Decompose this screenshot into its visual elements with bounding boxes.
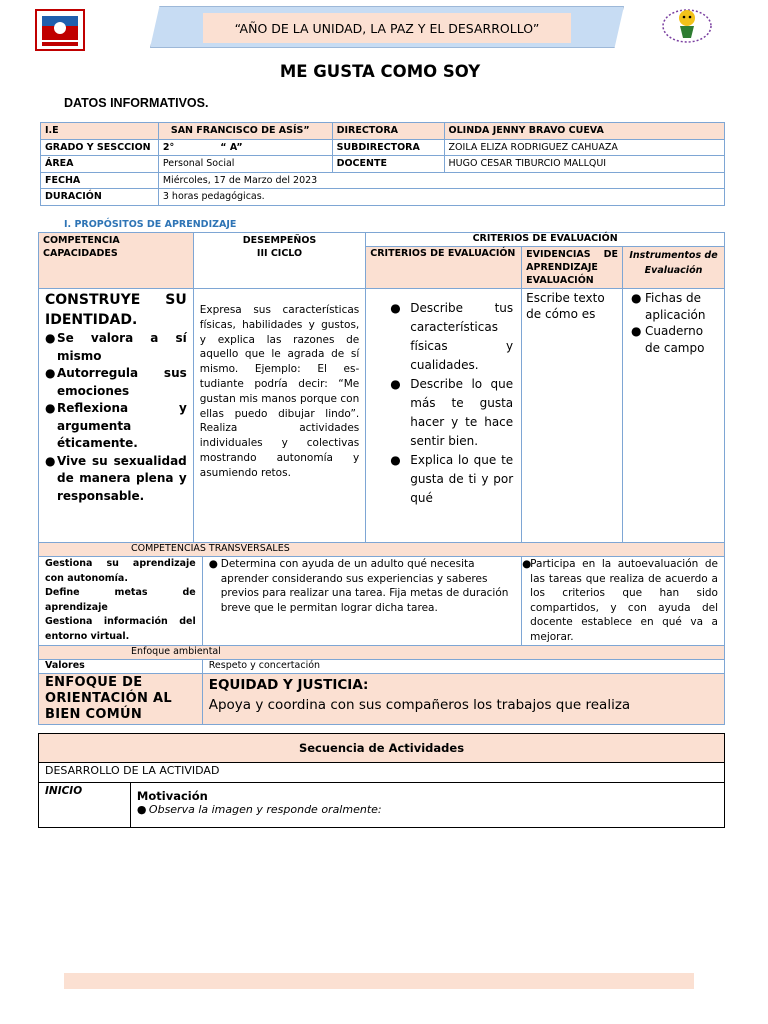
- equidad-cell: [202, 674, 724, 725]
- institution-logo-icon: [660, 4, 714, 46]
- motivacion-label: Motivación: [136, 789, 208, 803]
- enfoque-ambiental-row: [39, 646, 725, 660]
- transversal-item: Gestiona información del entorno virtual.: [45, 616, 196, 642]
- desarrollo-row: [39, 763, 725, 783]
- criterios-top-header: CRITERIOS DE EVALUACIÓN: [366, 233, 725, 247]
- prop-header-top: [39, 233, 725, 247]
- transversales-row: [39, 557, 725, 646]
- ie-value: SAN FRANCISCO DE ASÍS”: [158, 123, 332, 140]
- transversal-desempeno: ● Determina con ayuda de un adulto qué necesita aprender considerando sus experiencias y saberes previos para realizar una tarea. Fija metas de duración breve que le permitan lograr dicha tarea.: [209, 557, 515, 615]
- evidencias-header: EVIDENCIAS DE APRENDIZAJE EVALUACIÓN: [522, 247, 623, 289]
- datos-informativos-heading: DATOS INFORMATIVOS.: [64, 96, 209, 110]
- inicio-content: [130, 783, 724, 828]
- prop-content-row: [39, 289, 725, 543]
- docente-label: DOCENTE: [332, 156, 444, 173]
- transversal-item: Gestiona su aprendizaje con autonomía.: [45, 558, 196, 584]
- transversal-item: Define metas de aprendizaje: [45, 587, 196, 613]
- competencia-cell: [39, 289, 194, 543]
- fecha-label: FECHA: [41, 172, 159, 189]
- transversal-competencias: [39, 557, 203, 646]
- inicio-row: [39, 783, 725, 828]
- seccion-value: “ A”: [216, 139, 332, 156]
- desarrollo-label: DESARROLLO DE LA ACTIVIDAD: [39, 763, 725, 783]
- ie-label: I.E: [41, 123, 159, 140]
- secuencia-title-row: [39, 734, 725, 763]
- competencia-header: [39, 233, 194, 289]
- transversal-desempeno-cell: [202, 557, 521, 646]
- instrumentos-header: Instrumentos de Evaluación: [623, 247, 725, 289]
- criterios-list: [386, 299, 513, 508]
- area-label: ÁREA: [41, 156, 159, 173]
- capacidad-item: ● Vive su sexualidad de manera plena y responsable.: [45, 453, 187, 506]
- capacidad-item: ● Se valora a sí mismo: [45, 330, 187, 365]
- capacidad-item: ● Reflexiona y argumenta éticamente.: [45, 400, 187, 453]
- enfoque-bien-comun-label: ENFOQUE DE ORIENTACIÓN AL BIEN COMÚN: [39, 674, 203, 725]
- docente-value: HUGO CESAR TIBURCIO MALLQUI: [444, 156, 724, 173]
- capacidades-header-label: CAPACIDADES: [43, 248, 118, 259]
- transversal-criterio: ● Participa en la autoevaluación de las tareas que realiza de acuerdo a los criterios que han sido compartidos, y con ayuda del docente establece en qué va a mejorar.: [522, 557, 718, 644]
- secuencia-table: [38, 733, 725, 828]
- inicio-label: INICIO: [39, 783, 131, 828]
- criterios-cell: [366, 289, 522, 543]
- instrumento-item: ● Cuaderno de campo: [631, 323, 720, 356]
- capacidad-item: ● Autorregula sus emociones: [45, 365, 187, 400]
- propositos-heading: I. PROPÓSITOS DE APRENDIZAJE: [64, 219, 237, 230]
- area-value: Personal Social: [158, 156, 332, 173]
- desempeno-cell: Expresa sus características físicas, habilidades y gustos, y explica las razones de aquello que le agrada de sí mismo. Ejemplo: El es-tudiante podría decir: “Me gustan mis manos porque con ellas puedo dibujar lindo”. Realiza actividades individuales y colectivas mostrando autonomía y asumiendo retos.: [193, 289, 366, 543]
- inicio-list: [137, 803, 718, 816]
- desempenos-header-label: DESEMPEÑOS: [242, 235, 317, 246]
- school-logo-icon: [34, 8, 86, 52]
- capacidades-list: [45, 330, 187, 505]
- valores-label: Valores: [39, 660, 203, 674]
- criterio-item: ● Describe tus características físicas y cualidades.: [390, 299, 513, 375]
- ciclo-header-label: III CICLO: [256, 248, 303, 259]
- competencia-header-label: COMPETENCIA: [43, 235, 120, 246]
- valores-row: [39, 660, 725, 674]
- info-row-fecha: [41, 172, 725, 189]
- year-banner: [203, 13, 571, 43]
- transversal-criterio-cell: [522, 557, 725, 646]
- evidencia-cell: Escribe texto de cómo es: [522, 289, 623, 543]
- enfoque-bien-comun-row: [39, 674, 725, 725]
- equidad-title: EQUIDAD Y JUSTICIA:: [208, 677, 369, 693]
- enfoque-ambiental-label: Enfoque ambiental: [39, 646, 725, 660]
- directora-label: DIRECTORA: [332, 123, 444, 140]
- criterio-item: ● Explica lo que te gusta de ti y por qué: [390, 451, 513, 508]
- propositos-table: [38, 232, 725, 725]
- info-table: [40, 122, 725, 206]
- valores-value: Respeto y concertación: [202, 660, 724, 674]
- subdirectora-value: ZOILA ELIZA RODRIGUEZ CAHUAZA: [444, 139, 724, 156]
- info-row-duracion: [41, 189, 725, 206]
- inicio-instruction: ● Observa la imagen y responde oralmente:: [137, 803, 718, 816]
- info-row-area: [41, 156, 725, 173]
- criterio-item: ● Describe lo que más te gusta hacer y te hace sentir bien.: [390, 375, 513, 451]
- transversales-header: COMPETENCIAS TRANSVERSALES: [39, 543, 725, 557]
- competencia-name: CONSTRUYE SU IDENTIDAD.: [45, 292, 187, 328]
- year-banner-text: “AÑO DE LA UNIDAD, LA PAZ Y EL DESARROLLO”: [234, 20, 540, 36]
- fecha-value: Miércoles, 17 de Marzo del 2023: [158, 172, 724, 189]
- transversal-desempeno-list: [209, 557, 515, 615]
- transversal-criterio-list: [522, 557, 718, 644]
- instrumentos-cell: [623, 289, 725, 543]
- directora-value: OLINDA JENNY BRAVO CUEVA: [444, 123, 724, 140]
- grado-value: 2°: [158, 139, 216, 156]
- page-title: ME GUSTA COMO SOY: [279, 62, 481, 81]
- transversales-header-row: [39, 543, 725, 557]
- info-row-grado: [41, 139, 725, 156]
- footer-bar: [64, 973, 694, 989]
- grado-label: GRADO Y SESCCION: [41, 139, 159, 156]
- instrumento-item: ● Fichas de aplicación: [631, 290, 720, 323]
- info-row-ie: [41, 123, 725, 140]
- duracion-value: 3 horas pedagógicas.: [158, 189, 724, 206]
- secuencia-title: Secuencia de Actividades: [39, 734, 725, 763]
- duracion-label: DURACIÓN: [41, 189, 159, 206]
- desempenos-header: [193, 233, 366, 289]
- subdirectora-label: SUBDIRECTORA: [332, 139, 444, 156]
- instrumentos-list: [631, 290, 720, 356]
- equidad-text: Apoya y coordina con sus compañeros los trabajos que realiza: [208, 697, 631, 713]
- criterios-header: CRITERIOS DE EVALUACIÓN: [366, 247, 522, 289]
